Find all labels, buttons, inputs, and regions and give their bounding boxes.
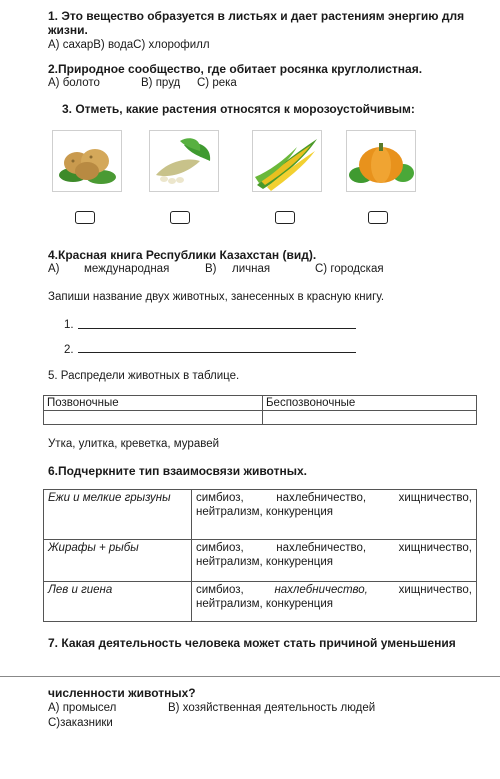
q1-title-line2: жизни. <box>48 23 88 37</box>
q4-line2-number: 2. <box>64 344 74 356</box>
relation-symbiosis[interactable]: симбиоз, <box>196 542 244 554</box>
q2-option-c: С) река <box>197 77 237 89</box>
relation-commensalism[interactable]: нахлебничество, <box>274 584 368 596</box>
divider <box>0 676 500 677</box>
relation-symbiosis[interactable]: симбиоз, <box>196 584 244 596</box>
classification-table <box>43 395 477 425</box>
corn-image <box>252 130 322 192</box>
cell-vertebrates[interactable] <box>44 411 263 425</box>
pumpkin-image <box>346 130 416 192</box>
q4-option-b-text: личная <box>232 263 271 275</box>
q7-title-line2: численности животных? <box>48 686 196 700</box>
q4-line1-number: 1. <box>64 319 74 331</box>
q1-options: А) сахарВ) водаС) хлорофилл <box>48 39 210 51</box>
q4-answer-line-1[interactable] <box>78 328 356 329</box>
q4-option-a-letter: А) <box>48 263 60 275</box>
q4-answer-line-2[interactable] <box>78 352 356 353</box>
q4-title: 4.Красная книга Республики Казахстан (вид). <box>48 248 317 262</box>
pair-giraffes-fish: Жирафы + рыбы <box>44 540 192 582</box>
pair-lion-hyena: Лев и гиена <box>44 582 192 622</box>
q7-option-b: В) хозяйственная деятельность людей <box>168 702 376 714</box>
potato-checkbox[interactable] <box>75 211 95 224</box>
q4-option-c: С) городская <box>315 263 384 275</box>
pumpkin-checkbox[interactable] <box>368 211 388 224</box>
relation-predation[interactable]: хищничество, <box>398 492 472 504</box>
relation-options-2[interactable] <box>192 540 477 582</box>
q2-title: 2.Природное сообщество, где обитает росянка круглолистная. <box>48 62 423 76</box>
header-invertebrates: Беспозвоночные <box>263 396 477 411</box>
relationships-table <box>43 489 477 622</box>
relation-commensalism[interactable]: нахлебничество, <box>276 542 367 554</box>
relation-options-1[interactable] <box>192 490 477 540</box>
q7-option-a: А) промысел <box>48 702 117 714</box>
q4-task: Запиши название двух животных, занесенных в красную книгу. <box>48 291 385 303</box>
relation-commensalism[interactable]: нахлебничество, <box>276 492 367 504</box>
relation-predation[interactable]: хищничество, <box>398 542 472 554</box>
q3-title: 3. Отметь, какие растения относятся к морозоустойчивым: <box>62 102 415 116</box>
q4-option-b-letter: В) <box>205 263 217 275</box>
potato-image <box>52 130 122 192</box>
q2-option-b: В) пруд <box>141 77 181 89</box>
q7-option-c: С)заказники <box>48 717 113 729</box>
q1-title-line1: 1. Это вещество образуется в листьях и дает растениям энергию для <box>48 9 465 23</box>
beans-checkbox[interactable] <box>170 211 190 224</box>
q5-title: 5. Распредели животных в таблице. <box>48 370 240 382</box>
q7-title-line1: 7. Какая деятельность человека может стать причиной уменьшения <box>48 636 456 650</box>
q4-option-a-text: международная <box>84 263 170 275</box>
relation-neutralism-competition[interactable]: нейтрализм, конкуренция <box>196 556 334 568</box>
q5-animals-list: Утка, улитка, креветка, муравей <box>48 438 220 450</box>
cell-invertebrates[interactable] <box>263 411 477 425</box>
q6-title: 6.Подчеркните тип взаимосвязи животных. <box>48 464 307 478</box>
relation-symbiosis[interactable]: симбиоз, <box>196 492 244 504</box>
beans-image <box>149 130 219 192</box>
corn-checkbox[interactable] <box>275 211 295 224</box>
relation-neutralism-competition[interactable]: нейтрализм, конкуренция <box>196 506 334 518</box>
q2-option-a: А) болото <box>48 77 100 89</box>
relation-neutralism-competition[interactable]: нейтрализм, конкуренция <box>196 598 334 610</box>
pair-hedgehogs-rodents: Ежи и мелкие грызуны <box>44 490 192 540</box>
relation-options-3[interactable] <box>192 582 477 622</box>
header-vertebrates: Позвоночные <box>44 396 263 411</box>
relation-predation[interactable]: хищничество, <box>398 584 472 596</box>
q1-title <box>48 9 478 37</box>
